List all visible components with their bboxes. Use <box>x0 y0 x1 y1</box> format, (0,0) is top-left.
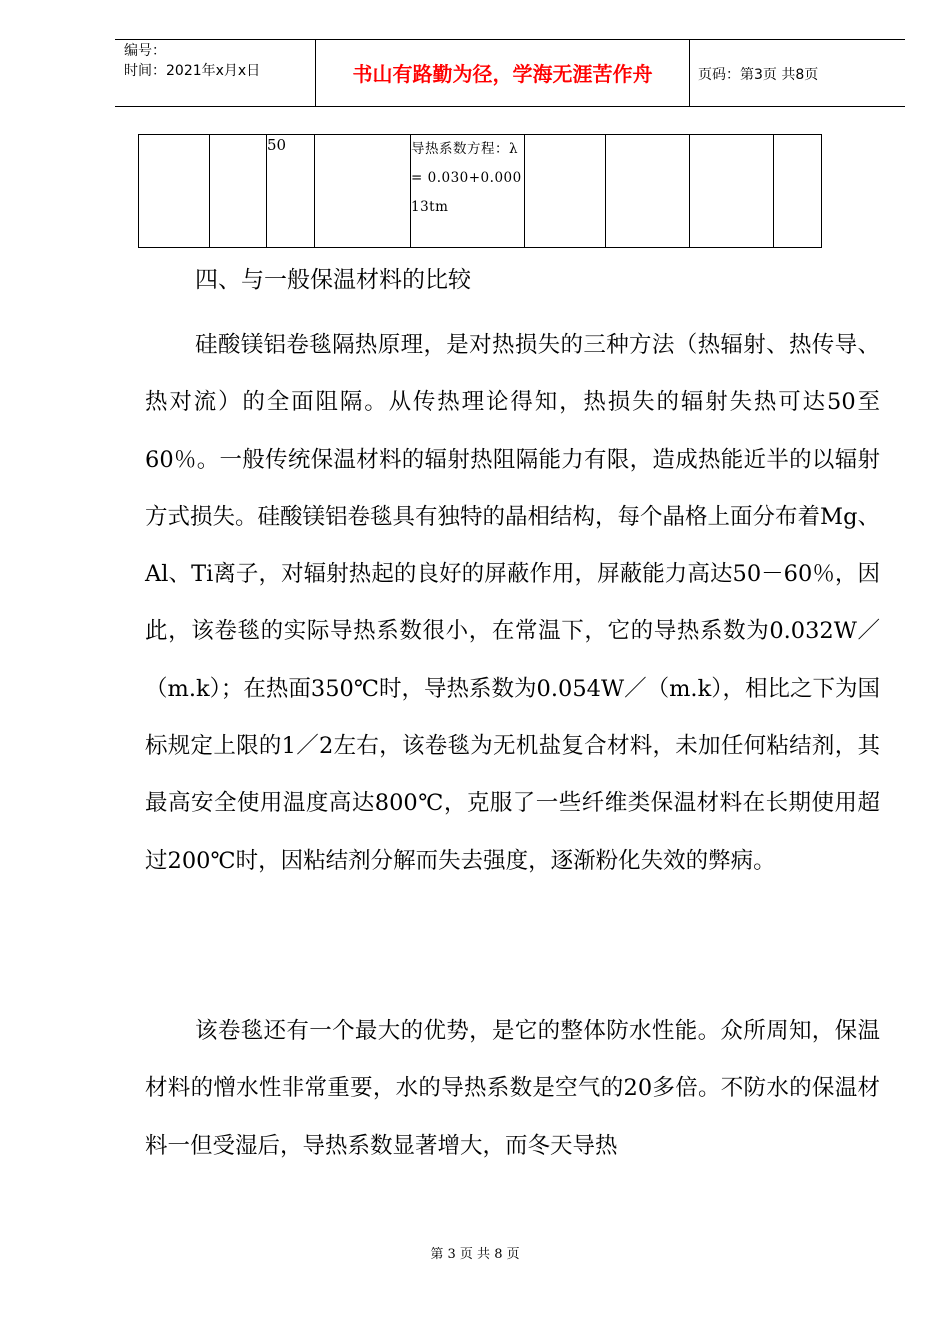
header-number-label: 编号： <box>124 43 166 59</box>
table-cell <box>210 135 267 248</box>
table-cell-equation: 导热系数方程：λ = 0.030+0.00013tm <box>411 135 525 248</box>
page-footer: 第 3 页 共 8 页 <box>430 1247 520 1262</box>
header-bottom-rule <box>115 106 905 107</box>
header-motto: 书山有路勤为径，学海无涯苦作舟 <box>352 62 653 86</box>
table-cell <box>774 135 822 248</box>
table-cell <box>315 135 411 248</box>
header-page-label: 页码：第3页 共8页 <box>698 67 819 83</box>
body-paragraph: 该卷毯还有一个最大的优势，是它的整体防水性能。众所周知，保温材料的憎水性非常重要，水的导热系数是空气的20多倍。不防水的保温材料一但受湿后，导热系数显著增大，而冬天导热 <box>145 1018 880 1159</box>
spec-table <box>138 134 822 248</box>
table-cell <box>525 135 606 248</box>
table-row <box>139 135 822 248</box>
body-paragraph: 硅酸镁铝卷毯隔热原理，是对热损失的三种方法（热辐射、热传导、热对流）的全面阻隔。从传热理论得知，热损失的辐射失热可达50至60％。一般传统保温材料的辐射热阻隔能力有限，造成热能近半的以辐射方式损失。硅酸镁铝卷毯具有独特的晶相结构，每个晶格上面分布着Mg、Al、Ti离子，对辐射热起的良好的屏蔽作用，屏蔽能力高达50－60％，因此，该卷毯的实际导热系数很小，在常温下，它的导热系数为0.032W／（m.k）；在热面350℃时，导热系数为0.054W／（m.k），相比之下为国标规定上限的1／2左右，该卷毯为无机盐复合材料，未加任何粘结剂，其最高安全使用温度高达800℃，克服了一些纤维类保温材料在长期使用超过200℃时，因粘结剂分解而失去强度，逐渐粉化失效的弊病。 <box>145 332 880 874</box>
header-time-label: 时间：2021年x月x日 <box>124 63 261 79</box>
table-cell <box>690 135 774 248</box>
header-top-rule <box>115 39 905 40</box>
table-cell <box>606 135 690 248</box>
header-divider-right <box>689 39 690 106</box>
section-title: 四、与一般保温材料的比较 <box>195 267 471 293</box>
table-cell-value: 50 <box>267 135 315 248</box>
table-cell <box>139 135 210 248</box>
